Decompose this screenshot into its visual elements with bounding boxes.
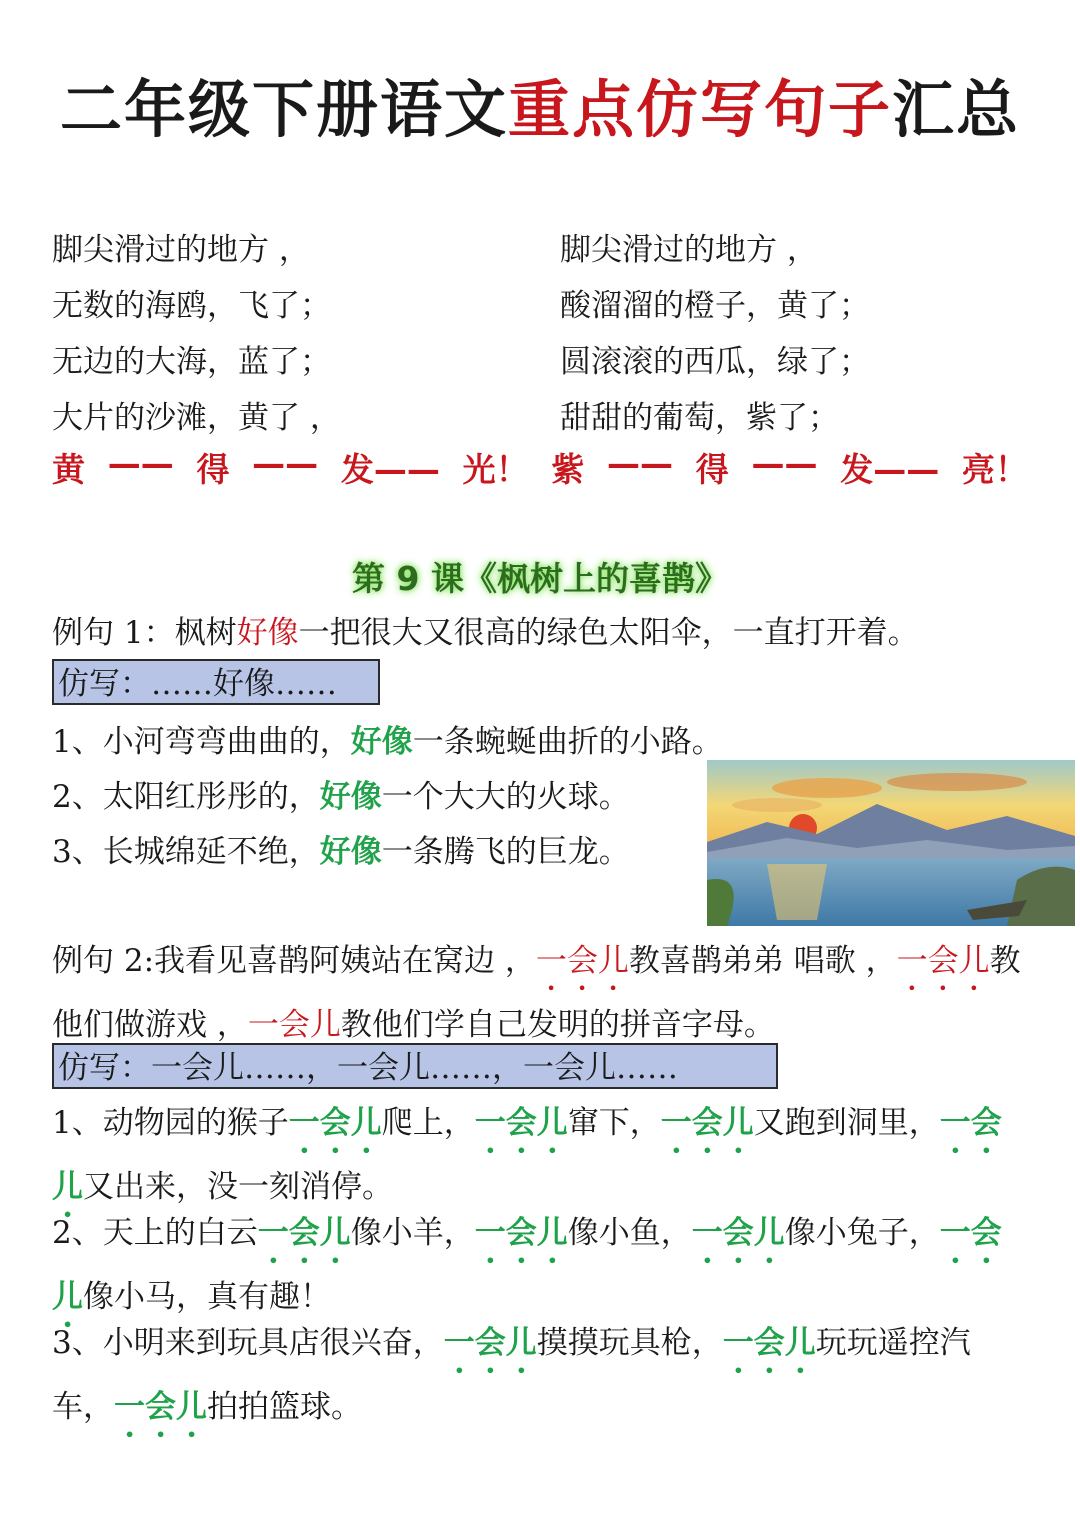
- poem-left: [52, 222, 341, 446]
- text: 2、天上的白云: [52, 1215, 258, 1251]
- text: 1、动物园的猴子: [52, 1105, 289, 1141]
- text: 摸摸玩具枪，: [536, 1325, 723, 1361]
- keyword: 好像: [319, 834, 382, 870]
- chant-token: ——: [107, 444, 174, 483]
- chant-token: ——: [607, 444, 674, 483]
- text: 例句 1：枫树: [52, 615, 237, 651]
- text: 玩玩遥控汽车，: [52, 1325, 971, 1425]
- imitation-sentence: [52, 1206, 1032, 1334]
- chant-token: 光！: [462, 450, 529, 489]
- text: 一条蜿蜒曲折的小路。: [412, 724, 723, 760]
- poem-right: [560, 222, 870, 446]
- imitation-pattern-box-1: 仿写：……好像……: [52, 659, 380, 705]
- imitation-pattern-box-2: 仿写：一会儿……，一会儿……，一会儿……: [52, 1043, 778, 1089]
- text: 窜下，: [567, 1105, 661, 1141]
- lesson-heading: 第 9 课《枫树上的喜鹊》: [352, 559, 728, 598]
- text: 像小兔子，: [784, 1215, 940, 1251]
- title-part2: 重点仿写句子: [507, 73, 892, 146]
- keyword: 一会儿: [474, 1215, 568, 1251]
- keyword: 好像: [350, 724, 413, 760]
- keyword: 一会儿: [535, 943, 629, 979]
- text: 一个大大的火球。: [381, 779, 630, 815]
- poem-line: 大片的沙滩，黄了 ，: [52, 400, 341, 436]
- keyword: 一会儿: [722, 1325, 816, 1361]
- text: 像小马，真有趣！: [83, 1279, 331, 1315]
- text: 一条腾飞的巨龙。: [381, 834, 630, 870]
- keyword: 一会儿: [52, 1215, 1002, 1315]
- poem-line: 脚尖滑过的地方 ，: [560, 232, 818, 268]
- chant-token: 发——: [840, 450, 940, 489]
- keyword: 好像: [236, 615, 299, 651]
- keyword: 一会儿: [52, 1105, 1002, 1205]
- chant-token: ——: [252, 444, 319, 483]
- chant-token: 黄: [52, 450, 85, 489]
- text: 1、小河弯弯曲曲的，: [52, 724, 351, 760]
- keyword: 一会儿: [114, 1389, 207, 1425]
- text: 3、长城绵延不绝，: [52, 834, 320, 870]
- text: 一把很大又很高的绿色太阳伞，一直打开着。: [298, 615, 919, 651]
- chant-token: 亮！: [961, 450, 1028, 489]
- keyword: 一会儿: [443, 1325, 537, 1361]
- page-title: [0, 70, 1080, 150]
- poem-line: 无数的海鸥，飞了；: [52, 288, 331, 324]
- poem-line: 甜甜的葡萄，紫了；: [560, 400, 839, 436]
- text: 教他们做游戏 ，: [52, 943, 1021, 1043]
- text: 又跑到洞里，: [753, 1105, 940, 1141]
- keyword: 一会儿: [660, 1105, 754, 1141]
- imitation-sentence: [52, 1316, 1032, 1444]
- chant-token: ——: [751, 444, 818, 483]
- keyword: 一会儿: [288, 1105, 382, 1141]
- chant-line: [52, 444, 1028, 491]
- text: 例句 2:我看见喜鹊阿姨站在窝边 ，: [52, 943, 536, 979]
- chant-token: 发——: [340, 450, 440, 489]
- text: 2、太阳红彤彤的，: [52, 779, 320, 815]
- keyword: 一会儿: [896, 943, 990, 979]
- chant-token: 得: [695, 450, 729, 489]
- keyword: 一会儿: [257, 1215, 351, 1251]
- text: 3、小明来到玩具店很兴奋，: [52, 1325, 444, 1361]
- keyword: 好像: [319, 779, 382, 815]
- keyword: 一会儿: [474, 1105, 568, 1141]
- text: 像小鱼，: [567, 1215, 692, 1251]
- imitation-sentence: [52, 1096, 1032, 1224]
- text: 拍拍篮球。: [207, 1389, 362, 1425]
- keyword: 一会儿: [691, 1215, 785, 1251]
- poem-line: 脚尖滑过的地方 ，: [52, 232, 310, 268]
- text: 教喜鹊弟弟 唱歌 ，: [628, 943, 897, 979]
- poem-line: 无边的大海，蓝了；: [52, 344, 331, 380]
- poem-line: 酸溜溜的橙子，黄了；: [560, 288, 870, 324]
- text: 像小羊，: [350, 1215, 475, 1251]
- title-part3: 汇总: [892, 73, 1021, 146]
- example-sentence-1: [52, 606, 1032, 661]
- title-part1: 二年级下册语文: [59, 73, 508, 146]
- keyword: 一会儿: [247, 1007, 341, 1043]
- chant-token: 紫: [551, 450, 585, 489]
- text: 又出来，没一刻消停。: [83, 1169, 393, 1205]
- sunset-lake-illustration: [707, 760, 1075, 926]
- text: 爬上，: [381, 1105, 475, 1141]
- chant-token: 得: [196, 450, 230, 489]
- poem-line: 圆滚滚的西瓜，绿了；: [560, 344, 870, 380]
- text: 教他们学自己发明的拼音字母。: [340, 1007, 775, 1043]
